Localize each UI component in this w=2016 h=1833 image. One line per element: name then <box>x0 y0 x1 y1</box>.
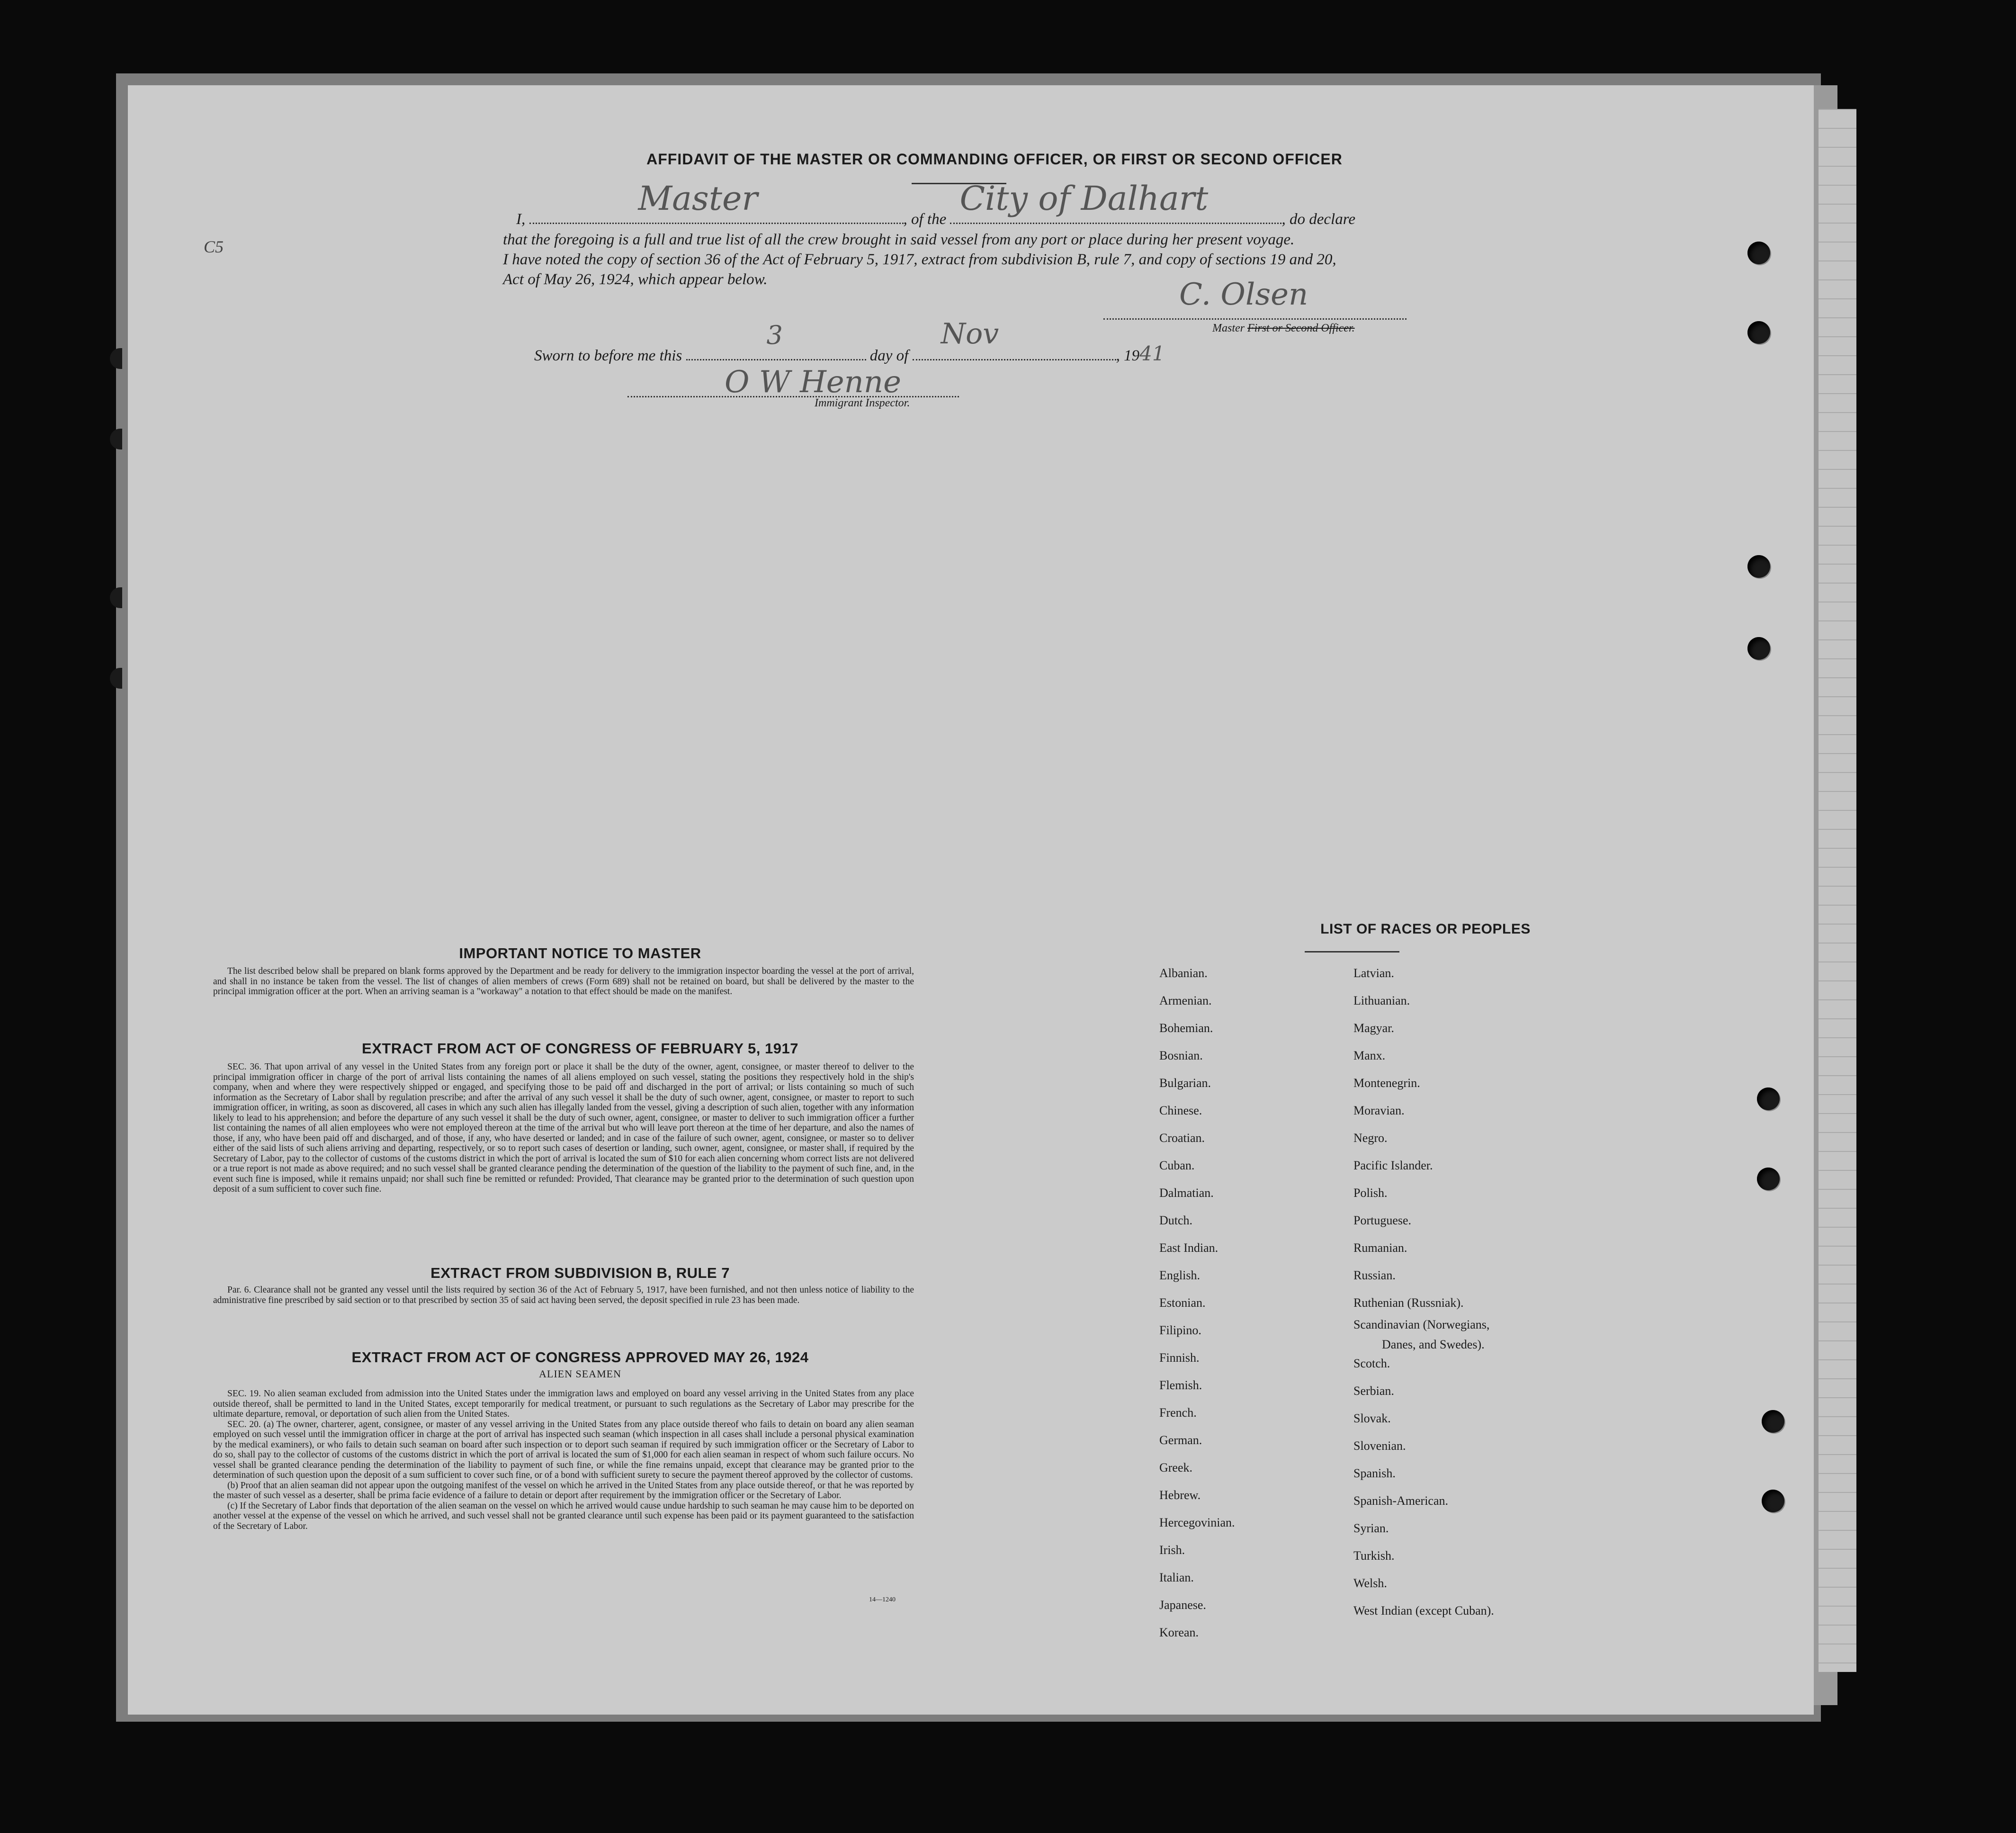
race-item: West Indian (except Cuban). <box>1353 1604 1494 1617</box>
left-binder-hole-icon <box>110 348 122 369</box>
declarant-handwriting: Master <box>638 179 758 218</box>
race-item: Bulgarian. <box>1159 1076 1211 1090</box>
form-number: 14—1240 <box>869 1596 896 1603</box>
race-item: Turkish. <box>1353 1549 1395 1563</box>
race-item: Bosnian. <box>1159 1049 1203 1062</box>
sec-20-a-paragraph: SEC. 20. (a) The owner, charterer, agent, consignee, or master of any vessel arriving in the United States from any place outside thereof who fails to detain on board any alien seaman employed on such vessel until the immigration officer in charge at the port of arrival has inspected such seaman (which inspection in all cases shall include a personal physical examination by the medical examiners), or who fails to detain such seaman on board after such inspection or to deport such seaman if required by such immigration officer or the Secretary of Labor to do so, shall pay to the collector of customs of the customs district in which the port of arrival is located the sum of $1,000 for each alien seaman in respect of whom such failure occurs. No vessel shall be granted clearance pending the determination of the liability to payment of such fine, or while the fine remains unpaid, except that clearance may be granted prior to the determination of such question upon the deposit of a sum sufficient to cover such fine, or of a bond with sufficient surety to secure the payment thereof approved by the collector of customs. <box>213 1419 914 1480</box>
races-title-rule <box>1305 951 1399 952</box>
declarant-blank <box>529 179 904 224</box>
binder-hole-icon <box>1762 1490 1784 1512</box>
section-36-paragraph: SEC. 36. That upon arrival of any vessel in the United States from any foreign port or place it shall be the duty of the owner, agent, consignee, or master thereof to deliver to the principal immigration officer in charge of the port of arrival lists containing the names of all aliens employed on such vessel, stating the positions they respectively hold in the ship's company, when and where they were respectively shipped or engaged, and specifying those to be paid off and discharged in the port of arrival; or lists containing so much of such information as the Secretary of Labor shall by regulation prescribe; and after the arrival of any such vessel it shall be the duty of such owner, agent, consignee, or master to report to such immigration officer, in writing, as soon as discovered, all cases in which any such alien has illegally landed from the vessel, giving a description of such alien, together with any information likely to lead to his apprehension; and before the departure of any such vessel it shall be the duty of such owner, agent, consignee, or master to deliver to such immigration officer a further list containing the names of all alien employees who were not employed thereon at the time of the arrival but who will leave port thereon at the time of her departure, and also the names of those, if any, who have been paid off and discharged, and of those, if any, who have deserted or landed; and in case of the failure of such owner, agent, consignee, or master so to deliver either of the said lists of such aliens arriving and departing, respectively, or so to report such cases of desertion or landing, such owner, agent, consignee, or master shall, if required by the Secretary of Labor, pay to the collector of customs of the customs district in which the port of arrival is located the sum of $10 for each alien concerning whom correct lists are not delivered or a true report is not made as above required; and no such vessel shall be granted clearance pending the determination of the question of the liability to the payment of such fine, and, in the event such fine is imposed, while it remains unpaid; nor shall such fine be remitted or refunded: Provided, That clearance may be granted prior to the determination of such question upon deposit of a sum sufficient to cover such fine. <box>213 1062 914 1194</box>
rule-7-text <box>213 1285 914 1305</box>
notice-text <box>213 966 914 997</box>
left-binder-hole-icon <box>110 587 122 608</box>
extract-1924-text <box>213 1389 914 1531</box>
race-item: Spanish-American. <box>1353 1494 1449 1508</box>
declare-prefix: I, <box>516 211 526 228</box>
race-item: Rumanian. <box>1353 1241 1407 1255</box>
race-item: Finnish. <box>1159 1351 1200 1365</box>
race-item: Lithuanian. <box>1353 994 1410 1007</box>
race-item: Filipino. <box>1159 1323 1201 1337</box>
affidavit-body-line-2: I have noted the copy of section 36 of the Act of February 5, 1917, extract from subdivision B, rule 7, and copy of sections 19 and 20, <box>503 251 1336 268</box>
sworn-year-handwriting: 41 <box>1139 342 1165 365</box>
race-item: Welsh. <box>1353 1576 1387 1590</box>
race-item: Croatian. <box>1159 1131 1205 1145</box>
of-the-label: , of the <box>903 211 947 228</box>
race-item: Negro. <box>1353 1131 1388 1145</box>
left-binder-hole-icon <box>110 668 122 689</box>
sworn-day-blank <box>686 320 866 360</box>
race-item: Greek. <box>1159 1461 1193 1474</box>
race-item: Cuban. <box>1159 1159 1195 1172</box>
extract-1924-title: EXTRACT FROM ACT OF CONGRESS APPROVED MAY 26, 1924 <box>351 1349 809 1366</box>
race-item: Serbian. <box>1353 1384 1394 1398</box>
sworn-line <box>534 317 1165 365</box>
binder-hole-icon <box>1747 637 1770 660</box>
race-item: Dalmatian. <box>1159 1186 1214 1200</box>
sec-19-paragraph: SEC. 19. No alien seaman excluded from admission into the United States under the immigration laws and employed on board any vessel arriving in the United States from any place outside thereof, shall be permitted to land in the United States, except temporarily for medical treatment, or pursuant to such regulations as the Secretary of Labor may prescribe for the ultimate departure, removal, or deportation of such alien from the United States. <box>213 1389 914 1419</box>
race-item: English. <box>1159 1268 1200 1282</box>
rule-7-title: EXTRACT FROM SUBDIVISION B, RULE 7 <box>430 1265 730 1281</box>
race-item: Armenian. <box>1159 994 1212 1007</box>
race-item: Danes, and Swedes). <box>1382 1338 1485 1351</box>
extract-1917-title: EXTRACT FROM ACT OF CONGRESS OF FEBRUARY 5, 1917 <box>362 1040 798 1057</box>
alien-seamen-subtitle: ALIEN SEAMEN <box>539 1368 621 1380</box>
master-signature: C. Olsen <box>1179 277 1308 312</box>
race-item: Korean. <box>1159 1626 1199 1639</box>
ruled-page-edge <box>1819 109 1856 1672</box>
binder-hole-icon <box>1747 555 1770 578</box>
sworn-month-handwriting: Nov <box>941 317 999 350</box>
race-item: Estonian. <box>1159 1296 1206 1310</box>
race-item: Dutch. <box>1159 1213 1193 1227</box>
sec-20-c-paragraph: (c) If the Secretary of Labor finds that deportation of the alien seaman on the vessel on which he arrived would cause undue hardship to such seaman he may cause him to be deported on another vessel at the expense of the vessel on which he arrived, and such vessel shall not be granted clearance until such expense has been paid or its payment guaranteed to the satisfaction of the Secretary of Labor. <box>213 1501 914 1531</box>
race-item: Syrian. <box>1353 1521 1389 1535</box>
binder-hole-icon <box>1747 321 1770 344</box>
race-item: Scotch. <box>1353 1357 1390 1370</box>
race-item: Montenegrin. <box>1353 1076 1420 1090</box>
race-item: French. <box>1159 1406 1197 1420</box>
notice-paragraph: The list described below shall be prepared on blank forms approved by the Department and be ready for delivery to the immigration inspector boarding the vessel at the port of arrival, and shall in no instance be taken from the vessel. The list of changes of alien members of crews (Form 689) shall not be retained on board, but shall be delivered by the master to the principal immigration officer at the port. When an arriving seaman is a "workaway" a notation to that effect should be made on the manifest. <box>213 966 914 997</box>
race-item: Russian. <box>1353 1268 1396 1282</box>
affidavit-title: AFFIDAVIT OF THE MASTER OR COMMANDING OFFICER, OR FIRST OR SECOND OFFICER <box>646 151 1343 168</box>
race-item: Chinese. <box>1159 1104 1202 1117</box>
affidavit-body-line-1: that the foregoing is a full and true list of all the crew brought in said vessel from any port or place during her present voyage. <box>503 231 1295 248</box>
affidavit-body-line-3: Act of May 26, 1924, which appear below. <box>503 271 768 288</box>
day-of-label: day of <box>869 347 909 364</box>
vessel-handwriting: City of Dalhart <box>959 179 1209 218</box>
signature-caption <box>1212 322 1355 335</box>
race-item: Latvian. <box>1353 966 1394 980</box>
signature-line <box>1103 318 1407 320</box>
binder-hole-icon <box>1757 1168 1780 1190</box>
race-item: Hercegovinian. <box>1159 1516 1235 1529</box>
year-prefix: , 19 <box>1116 347 1140 364</box>
race-item: Magyar. <box>1353 1021 1394 1035</box>
sworn-prefix: Sworn to before me this <box>534 347 682 364</box>
sworn-month-blank <box>913 317 1116 360</box>
race-item: Scandinavian (Norwegians, <box>1353 1318 1490 1331</box>
margin-mark: C5 <box>204 237 224 256</box>
race-item: Albanian. <box>1159 966 1208 980</box>
races-title: LIST OF RACES OR PEOPLES <box>1320 921 1531 937</box>
race-item: Bohemian. <box>1159 1021 1213 1035</box>
declaration-line <box>516 179 1425 228</box>
race-item: Manx. <box>1353 1049 1386 1062</box>
extract-1917-text <box>213 1062 914 1195</box>
race-item: Polish. <box>1353 1186 1388 1200</box>
signature-caption-master: Master <box>1212 322 1245 334</box>
signature-caption-struck: First or Second Officer. <box>1247 322 1355 334</box>
race-item: Irish. <box>1159 1543 1185 1557</box>
do-declare-label: , do declare <box>1281 211 1355 228</box>
inspector-signature: O W Henne <box>725 365 901 400</box>
race-item: Moravian. <box>1353 1104 1405 1117</box>
race-item: Japanese. <box>1159 1598 1206 1612</box>
notice-title: IMPORTANT NOTICE TO MASTER <box>459 945 701 961</box>
race-item: Italian. <box>1159 1571 1194 1584</box>
left-binder-hole-icon <box>110 429 122 449</box>
race-item: Ruthenian (Russniak). <box>1353 1296 1464 1310</box>
binder-hole-icon <box>1747 242 1770 264</box>
race-item: Portuguese. <box>1353 1213 1412 1227</box>
sec-20-b-paragraph: (b) Proof that an alien seaman did not appear upon the outgoing manifest of the vessel on which he arrived in the United States from any place outside thereof, or that he was reported by the master of such vessel as a deserter, shall be prima facie evidence of a failure to detain or deport after requirement by the immigration officer or the Secretary of Labor. <box>213 1480 914 1501</box>
race-item: East Indian. <box>1159 1241 1219 1255</box>
race-item: Slovenian. <box>1353 1439 1406 1453</box>
binder-hole-icon <box>1762 1410 1784 1433</box>
race-item: German. <box>1159 1433 1202 1447</box>
race-item: Pacific Islander. <box>1353 1159 1433 1172</box>
vessel-blank <box>950 179 1281 224</box>
race-item: Spanish. <box>1353 1466 1396 1480</box>
binder-hole-icon <box>1757 1087 1780 1110</box>
inspector-caption: Immigrant Inspector. <box>815 397 910 409</box>
race-item: Hebrew. <box>1159 1488 1201 1502</box>
race-item: Flemish. <box>1159 1378 1202 1392</box>
race-item: Slovak. <box>1353 1411 1391 1425</box>
sworn-day-handwriting: 3 <box>766 320 783 350</box>
par-6-paragraph: Par. 6. Clearance shall not be granted any vessel until the lists required by section 36 of the Act of February 5, 1917, have been furnished, and not then unless notice of liability to the administrative fine prescribed by said section or to that prescribed by section 35 of said act having been served, the deposit specified in rule 23 has been made. <box>213 1285 914 1305</box>
